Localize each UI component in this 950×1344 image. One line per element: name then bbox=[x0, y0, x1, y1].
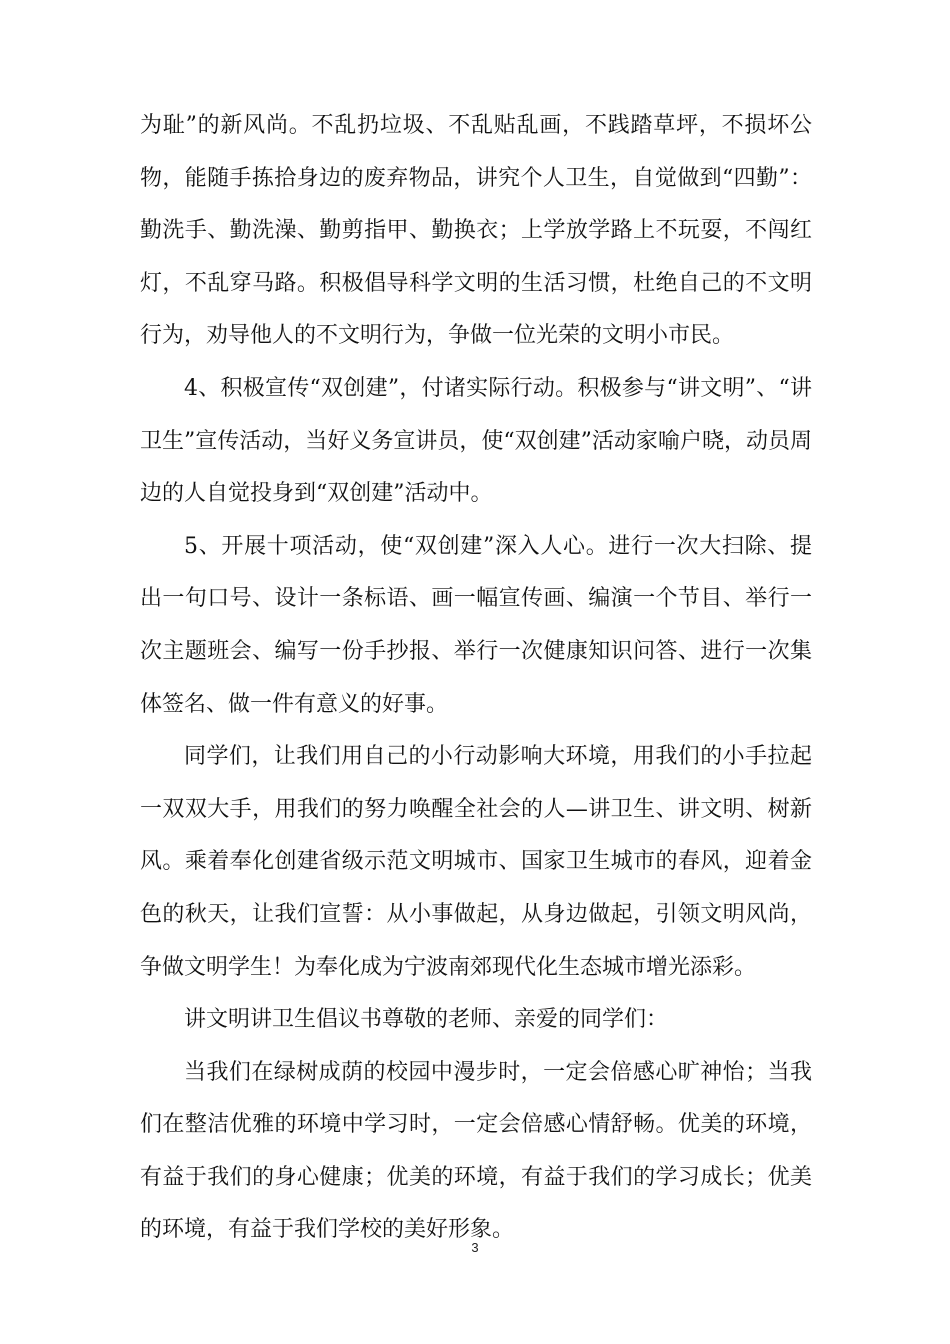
paragraph-6: 当我们在绿树成荫的校园中漫步时，一定会倍感心旷神怡；当我们在整洁优雅的环境中学习时，一定会倍感心情舒畅。优美的环境，有益于我们的身心健康；优美的环境，有益于我们的学习成长；优美的环境，有益于我们学校的美好形象。 bbox=[140, 1059, 812, 1243]
paragraph-1: 为耻”的新风尚。不乱扔垃圾、不乱贴乱画，不践踏草坪，不损坏公物，能随手拣拾身边的废弃物品，讲究个人卫生，自觉做到“四勤”：勤洗手、勤洗澡、勤剪指甲、勤换衣；上学放学路上不玩耍，不闯红灯，不乱穿马路。积极倡导科学文明的生活习惯，杜绝自己的不文明行为，劝导他人的不文明行为，争做一位光荣的文明小市民。 bbox=[140, 113, 812, 349]
paragraph-5: 讲文明讲卫生倡议书尊敬的老师、亲爱的同学们： bbox=[184, 1007, 669, 1033]
paragraph-2: 4、积极宣传“双创建”，付诸实际行动。积极参与“讲文明”、“讲卫生”宣传活动，当好义务宣讲员，使“双创建”活动家喻户晓，动员周边的人自觉投身到“双创建”活动中。 bbox=[140, 375, 812, 507]
page-number: 3 bbox=[471, 1240, 479, 1255]
document-body bbox=[140, 100, 812, 1257]
paragraph-4: 同学们，让我们用自己的小行动影响大环境，用我们的小手拉起一双双大手，用我们的努力唤醒全社会的人—讲卫生、讲文明、树新风。乘着奉化创建省级示范文明城市、国家卫生城市的春风，迎着金色的秋天，让我们宣誓：从小事做起，从身边做起，引领文明风尚，争做文明学生！为奉化成为宁波南郊现代化生态城市增光添彩。 bbox=[140, 744, 812, 980]
paragraph-3: 5、开展十项活动，使“双创建”深入人心。进行一次大扫除、提出一句口号、设计一条标语、画一幅宣传画、编演一个节目、举行一次主题班会、编写一份手抄报、举行一次健康知识问答、进行一次集体签名、做一件有意义的好事。 bbox=[140, 533, 812, 717]
